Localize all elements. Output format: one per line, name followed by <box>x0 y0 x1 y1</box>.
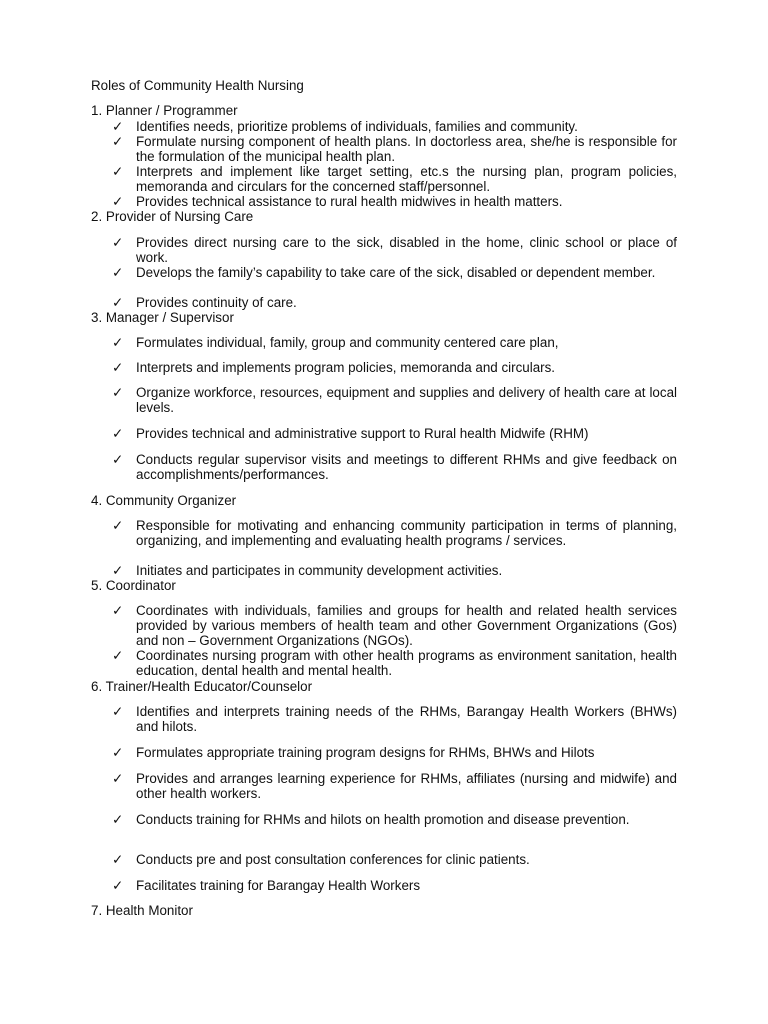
list-item-text: Develops the family’s capability to take care of the sick, disabled or dependent member. <box>136 265 656 280</box>
section-heading-coordinator: 5. Coordinator <box>91 578 176 593</box>
list-item <box>112 385 677 415</box>
section-heading-trainer: 6. Trainer/Health Educator/Counselor <box>91 679 313 694</box>
list-item-text: Formulates appropriate training program designs for RHMs, BHWs and Hilots <box>136 745 595 760</box>
checkmark-icon: ✓ <box>112 426 124 441</box>
checkmark-icon: ✓ <box>112 563 124 578</box>
checkmark-icon: ✓ <box>112 265 124 280</box>
list-item <box>112 852 677 867</box>
list-item <box>112 265 677 280</box>
section-heading-manager: 3. Manager / Supervisor <box>91 310 234 325</box>
list-item-text: Provides technical assistance to rural health midwives in health matters. <box>136 194 563 209</box>
list-item <box>112 335 677 350</box>
list-item-text: Provides technical and administrative support to Rural health Midwife (RHM) <box>136 426 589 441</box>
checkmark-icon: ✓ <box>112 194 124 209</box>
list-item-text: Formulate nursing component of health plans. In doctorless area, she/he is responsible for the formulation of the municipal health plan. <box>136 134 677 164</box>
checkmark-icon: ✓ <box>112 134 124 149</box>
checkmark-icon: ✓ <box>112 164 124 179</box>
section-heading-provider: 2. Provider of Nursing Care <box>91 209 254 224</box>
checkmark-icon: ✓ <box>112 119 124 134</box>
list-item <box>112 119 677 134</box>
checkmark-icon: ✓ <box>112 812 124 827</box>
list-item <box>112 426 677 441</box>
list-item <box>112 164 677 194</box>
list-item-text: Coordinates with individuals, families and groups for health and related health services provided by various members of health team and other Government Organizations (Gos) and non – Government Organizations (NGOs). <box>136 603 677 648</box>
list-item-text: Facilitates training for Barangay Health Workers <box>136 878 421 893</box>
list-item-text: Organize workforce, resources, equipment and supplies and delivery of health care at local levels. <box>136 385 677 415</box>
list-item-text: Responsible for motivating and enhancing community participation in terms of planning, organizing, and implementing and evaluating health programs / services. <box>136 518 677 548</box>
checkmark-icon: ✓ <box>112 360 124 375</box>
list-item-text: Interprets and implements program policies, memoranda and circulars. <box>136 360 556 375</box>
list-item <box>112 745 677 760</box>
checkmark-icon: ✓ <box>112 704 124 719</box>
list-item-text: Conducts regular supervisor visits and meetings to different RHMs and give feedback on accomplishments/performances. <box>136 452 677 482</box>
checkmark-icon: ✓ <box>112 852 124 867</box>
list-item <box>112 812 677 827</box>
section-heading-planner: 1. Planner / Programmer <box>91 103 238 118</box>
list-item <box>112 518 677 548</box>
document-title: Roles of Community Health Nursing <box>91 78 304 93</box>
list-item <box>112 704 677 734</box>
checkmark-icon: ✓ <box>112 745 124 760</box>
list-item-text: Initiates and participates in community development activities. <box>136 563 503 578</box>
list-item <box>112 134 677 164</box>
list-item <box>112 360 677 375</box>
list-item-text: Identifies and interprets training needs of the RHMs, Barangay Health Workers (BHWs) and hilots. <box>136 704 677 734</box>
section-heading-health-monitor: 7. Health Monitor <box>91 903 193 918</box>
list-item-text: Provides continuity of care. <box>136 295 297 310</box>
list-item-text: Formulates individual, family, group and community centered care plan, <box>136 335 559 350</box>
checkmark-icon: ✓ <box>112 648 124 663</box>
checkmark-icon: ✓ <box>112 295 124 310</box>
checkmark-icon: ✓ <box>112 335 124 350</box>
checkmark-icon: ✓ <box>112 878 124 893</box>
list-item-text: Conducts training for RHMs and hilots on health promotion and disease prevention. <box>136 812 630 827</box>
list-item <box>112 563 677 578</box>
list-item <box>112 235 677 265</box>
checkmark-icon: ✓ <box>112 603 124 618</box>
list-item <box>112 194 677 209</box>
list-item-text: Identifies needs, prioritize problems of individuals, families and community. <box>136 119 578 134</box>
list-item-text: Interprets and implement like target setting, etc.s the nursing plan, program policies, memoranda and circulars for the concerned staff/personnel. <box>136 164 677 194</box>
list-item-text: Conducts pre and post consultation conferences for clinic patients. <box>136 852 530 867</box>
list-item <box>112 452 677 482</box>
list-item <box>112 878 677 893</box>
list-item-text: Provides direct nursing care to the sick, disabled in the home, clinic school or place of work. <box>136 235 677 265</box>
list-item <box>112 648 677 678</box>
checkmark-icon: ✓ <box>112 452 124 467</box>
checkmark-icon: ✓ <box>112 771 124 786</box>
list-item <box>112 295 677 310</box>
list-item-text: Coordinates nursing program with other health programs as environment sanitation, health education, dental health and mental health. <box>136 648 677 678</box>
section-heading-organizer: 4. Community Organizer <box>91 493 237 508</box>
checkmark-icon: ✓ <box>112 385 124 400</box>
list-item-text: Provides and arranges learning experience for RHMs, affiliates (nursing and midwife) and other health workers. <box>136 771 677 801</box>
checkmark-icon: ✓ <box>112 235 124 250</box>
list-item <box>112 771 677 801</box>
list-item <box>112 603 677 648</box>
checkmark-icon: ✓ <box>112 518 124 533</box>
